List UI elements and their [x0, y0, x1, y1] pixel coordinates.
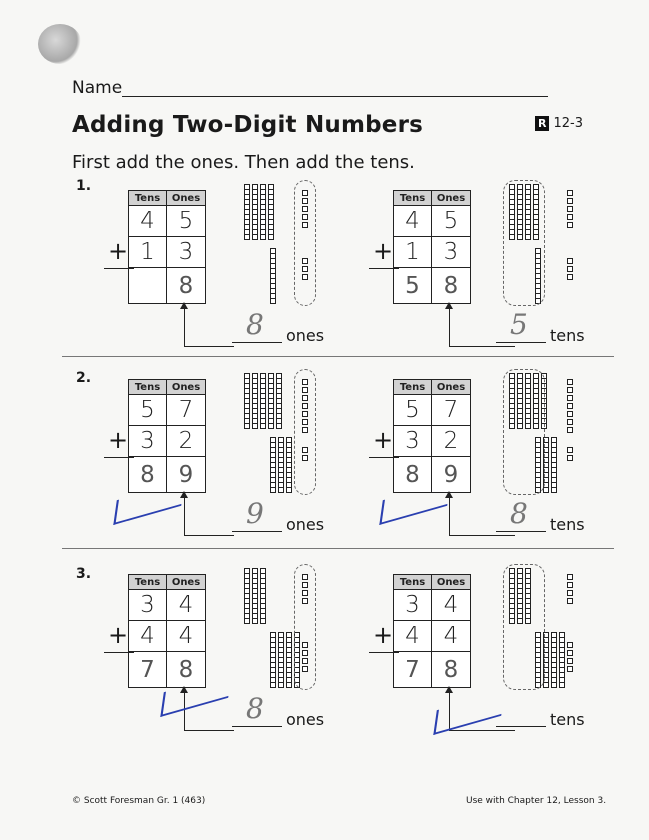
answer-unit-label: tens [550, 515, 585, 534]
arrow-connector [184, 535, 234, 536]
one-cube [567, 387, 573, 393]
ones-header: Ones [432, 380, 470, 395]
ten-rod [244, 568, 250, 624]
ones-cubes [567, 642, 573, 674]
ten-rod [270, 632, 276, 688]
one-cube [567, 666, 573, 672]
one-cube [567, 395, 573, 401]
tens-sum-box[interactable] [129, 268, 167, 303]
tens-bottom-digit: 4 [394, 621, 432, 652]
arrow-connector [184, 346, 234, 347]
arrow-up-icon [449, 495, 450, 535]
arrow-head-icon [445, 686, 453, 693]
answer-handwritten[interactable]: 9 [246, 497, 264, 530]
one-cube [567, 198, 573, 204]
ones-top-digit: 5 [167, 206, 205, 237]
page-title: Adding Two-Digit Numbers [72, 112, 424, 138]
one-cube [567, 598, 573, 604]
tens-header: Tens [394, 575, 432, 590]
pencil-circle-mark [294, 564, 316, 690]
tens-header: Tens [129, 575, 167, 590]
plus-sign: + [373, 621, 394, 649]
ten-rod [260, 568, 266, 624]
section-divider [62, 356, 614, 357]
ten-rod [252, 568, 258, 624]
ones-bottom-digit: 2 [167, 426, 205, 457]
tens-top-digit: 3 [394, 590, 432, 621]
tens-top-digit: 5 [394, 395, 432, 426]
ten-rod [286, 632, 292, 688]
ones-bottom-digit: 4 [167, 621, 205, 652]
plus-sign: + [373, 426, 394, 454]
one-cube [567, 214, 573, 220]
place-value-grid [128, 574, 206, 688]
plus-sign: + [108, 621, 129, 649]
ten-rod [270, 437, 276, 493]
arrow-up-icon [449, 306, 450, 346]
tens-header: Tens [394, 191, 432, 206]
one-cube [567, 650, 573, 656]
place-value-grid [128, 190, 206, 304]
one-cube [567, 427, 573, 433]
plus-underline [104, 268, 134, 269]
tens-bottom-digit: 4 [129, 621, 167, 652]
ones-bottom-digit: 3 [167, 237, 205, 268]
ones-cubes [567, 574, 573, 606]
answer-handwritten[interactable]: 8 [510, 497, 528, 530]
plus-underline [104, 457, 134, 458]
ten-rod [559, 632, 565, 688]
ten-rod [260, 184, 266, 240]
tens-sum-box[interactable]: 7 [129, 652, 167, 687]
plus-sign: + [373, 237, 394, 265]
ones-header: Ones [432, 575, 470, 590]
tens-bottom-digit: 1 [394, 237, 432, 268]
tens-bottom-digit: 3 [129, 426, 167, 457]
ones-sum-box[interactable]: 8 [178, 656, 194, 683]
name-line[interactable] [122, 96, 548, 97]
name-label: Name [72, 78, 123, 98]
tens-header: Tens [394, 380, 432, 395]
one-cube [567, 274, 573, 280]
one-cube [567, 379, 573, 385]
place-value-grid [393, 379, 471, 493]
answer-blank[interactable] [232, 531, 282, 532]
ten-rod [244, 373, 250, 429]
ten-rod [551, 437, 557, 493]
tens-rods [244, 373, 282, 429]
badge-letter: R [535, 116, 549, 131]
ten-rod [260, 373, 266, 429]
ten-rod [270, 248, 276, 304]
tens-header: Tens [129, 380, 167, 395]
ones-top-digit: 4 [167, 590, 205, 621]
tens-bottom-digit: 1 [129, 237, 167, 268]
arrow-connector [449, 346, 515, 347]
ones-header: Ones [167, 575, 205, 590]
ten-rod [276, 373, 282, 429]
place-value-grid [393, 190, 471, 304]
footer-chapter: Use with Chapter 12, Lesson 3. [466, 796, 607, 806]
answer-unit-label: ones [286, 515, 325, 534]
answer-blank[interactable] [232, 726, 282, 727]
problem-number: 2. [76, 370, 92, 386]
one-cube [567, 258, 573, 264]
ten-rod [252, 373, 258, 429]
pencil-circle-mark [503, 369, 545, 495]
ten-rod [278, 437, 284, 493]
pencil-circle-mark [503, 564, 545, 690]
place-value-grid [128, 379, 206, 493]
arrow-up-icon [184, 495, 185, 535]
lesson-badge [535, 116, 583, 131]
answer-blank[interactable] [496, 342, 546, 343]
ones-top-digit: 7 [167, 395, 205, 426]
tens-top-digit: 5 [129, 395, 167, 426]
ones-cubes [567, 258, 573, 282]
plus-underline [104, 652, 134, 653]
tens-sum-box[interactable]: 7 [394, 652, 432, 687]
plus-underline [369, 652, 399, 653]
tens-sum-box[interactable]: 5 [394, 268, 432, 303]
one-cube [567, 411, 573, 417]
plus-sign: + [108, 237, 129, 265]
arrow-connector [449, 535, 515, 536]
problem-number: 3. [76, 566, 92, 582]
pencil-circle-mark [294, 180, 316, 306]
tens-sum-box[interactable]: 8 [394, 457, 432, 492]
blue-checkmark-icon [433, 691, 504, 735]
answer-unit-label: ones [286, 326, 325, 345]
ones-cubes [567, 379, 573, 435]
answer-unit-label: tens [550, 710, 585, 729]
footer-copyright: © Scott Foresman Gr. 1 (463) [72, 796, 206, 806]
tens-header: Tens [129, 191, 167, 206]
one-cube [567, 582, 573, 588]
arrow-head-icon [180, 302, 188, 309]
ones-sum-box[interactable]: 9 [443, 461, 459, 488]
one-cube [567, 190, 573, 196]
ones-sum-box[interactable]: 8 [443, 272, 459, 299]
tens-rods [244, 568, 266, 624]
one-cube [567, 455, 573, 461]
one-cube [567, 642, 573, 648]
one-cube [567, 419, 573, 425]
arrow-up-icon [184, 306, 185, 346]
ten-rod [286, 437, 292, 493]
ones-sum-box[interactable]: 9 [178, 461, 194, 488]
ones-bottom-digit: 3 [432, 237, 470, 268]
one-cube [567, 266, 573, 272]
one-cube [567, 222, 573, 228]
tens-top-digit: 3 [129, 590, 167, 621]
ones-sum-box[interactable]: 8 [178, 272, 194, 299]
ones-top-digit: 7 [432, 395, 470, 426]
plus-underline [369, 457, 399, 458]
ones-bottom-digit: 4 [432, 621, 470, 652]
ten-rod [551, 632, 557, 688]
pencil-circle-mark [294, 369, 316, 495]
answer-unit-label: ones [286, 710, 325, 729]
plus-underline [369, 268, 399, 269]
one-cube [567, 447, 573, 453]
answer-blank[interactable] [232, 342, 282, 343]
ones-cubes [567, 447, 573, 463]
ones-header: Ones [432, 191, 470, 206]
answer-handwritten[interactable]: 8 [246, 692, 264, 725]
one-cube [567, 658, 573, 664]
one-cube [567, 206, 573, 212]
ones-top-digit: 4 [432, 590, 470, 621]
tens-sum-box[interactable]: 8 [129, 457, 167, 492]
pencil-circle-mark [503, 180, 545, 306]
answer-handwritten[interactable]: 8 [246, 308, 264, 341]
tens-rods [270, 437, 292, 493]
one-cube [567, 574, 573, 580]
tens-top-digit: 4 [129, 206, 167, 237]
one-cube [567, 590, 573, 596]
ones-header: Ones [167, 191, 205, 206]
section-divider [62, 548, 614, 549]
ones-bottom-digit: 2 [432, 426, 470, 457]
ten-rod [252, 184, 258, 240]
problem-number: 1. [76, 178, 92, 194]
ten-rod [268, 373, 274, 429]
arrow-connector [449, 730, 515, 731]
ten-rod [278, 632, 284, 688]
plus-sign: + [108, 426, 129, 454]
arrow-connector [184, 730, 234, 731]
one-cube [567, 403, 573, 409]
hole-punch-mark [38, 24, 82, 64]
tens-rods [270, 248, 276, 304]
answer-blank[interactable] [496, 726, 546, 727]
answer-blank[interactable] [496, 531, 546, 532]
ten-rod [244, 184, 250, 240]
badge-number: 12-3 [553, 116, 583, 131]
ones-top-digit: 5 [432, 206, 470, 237]
answer-unit-label: tens [550, 326, 585, 345]
answer-handwritten[interactable]: 5 [510, 308, 528, 341]
ten-rod [268, 184, 274, 240]
instruction: First add the ones. Then add the tens. [72, 152, 415, 173]
tens-rods [244, 184, 274, 240]
tens-bottom-digit: 3 [394, 426, 432, 457]
place-value-grid [393, 574, 471, 688]
arrow-head-icon [445, 302, 453, 309]
ones-cubes [567, 190, 573, 230]
tens-top-digit: 4 [394, 206, 432, 237]
ones-header: Ones [167, 380, 205, 395]
ones-sum-box[interactable]: 8 [443, 656, 459, 683]
